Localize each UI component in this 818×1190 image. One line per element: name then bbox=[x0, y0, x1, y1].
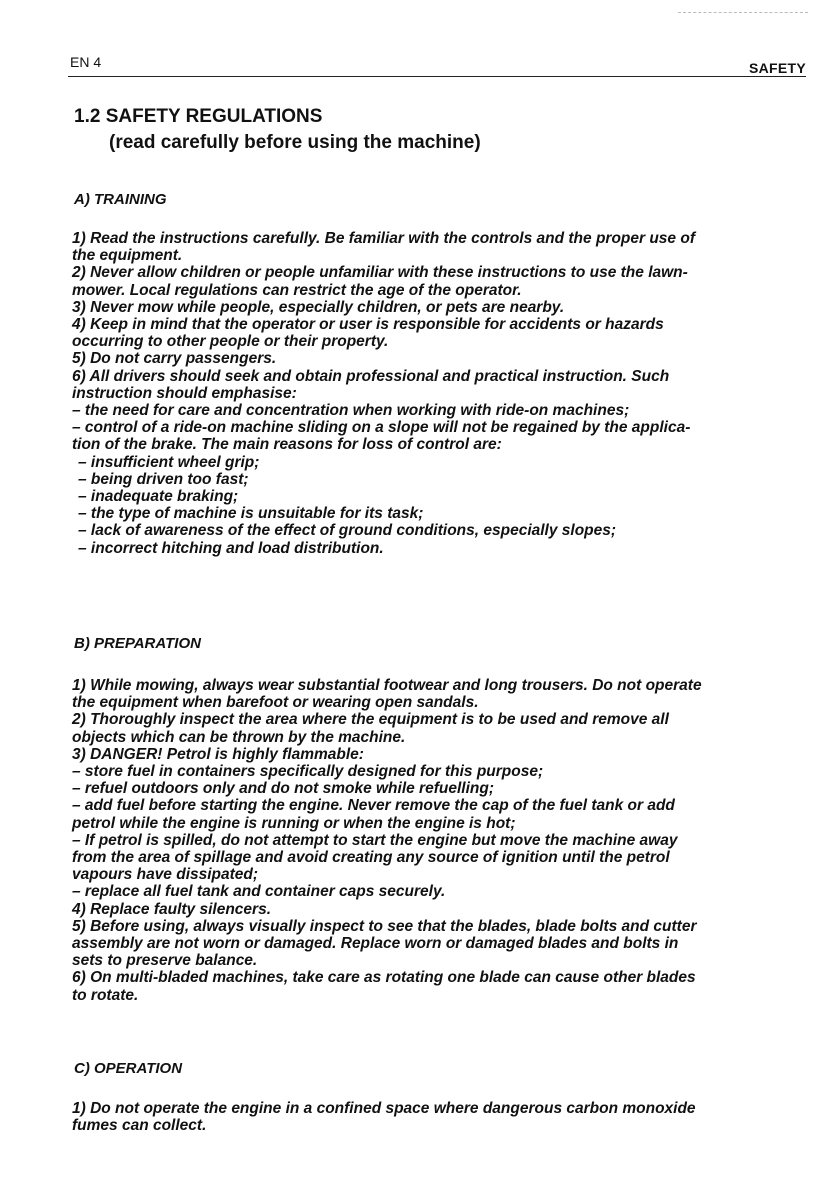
text-line: petrol while the engine is running or when the engine is hot; bbox=[72, 814, 516, 832]
text-line: to rotate. bbox=[72, 986, 139, 1004]
text-line: objects which can be thrown by the machine. bbox=[72, 728, 406, 746]
page-subtitle: (read carefully before using the machine) bbox=[109, 132, 481, 153]
text-line: 5) Do not carry passengers. bbox=[72, 350, 277, 368]
text-line: – control of a ride-on machine sliding on a slope will not be regained by the applica- bbox=[72, 419, 691, 437]
text-line: 2) Thoroughly inspect the area where the equipment is to be used and remove all bbox=[72, 711, 669, 729]
text-line: 6) All drivers should seek and obtain professional and practical instruction. Such bbox=[72, 367, 670, 385]
section-heading-training: A) TRAINING bbox=[74, 191, 167, 208]
text-line: – store fuel in containers specifically designed for this purpose; bbox=[72, 763, 544, 781]
text-line: – lack of awareness of the effect of ground conditions, especially slopes; bbox=[78, 522, 617, 540]
section-heading-preparation: B) PREPARATION bbox=[74, 635, 201, 652]
text-line: instruction should emphasise: bbox=[72, 384, 297, 402]
text-line: assembly are not worn or damaged. Replace worn or damaged blades and bolts in bbox=[72, 935, 679, 953]
text-line: 3) Never mow while people, especially children, or pets are nearby. bbox=[72, 298, 565, 316]
section-label: SAFETY bbox=[748, 60, 806, 76]
page-title: 1.2 SAFETY REGULATIONS bbox=[74, 106, 323, 127]
section-heading-operation: C) OPERATION bbox=[74, 1060, 183, 1077]
section-body-training bbox=[72, 230, 810, 557]
text-line: 4) Replace faulty silencers. bbox=[72, 900, 272, 918]
text-line: 1) While mowing, always wear substantial footwear and long trousers. Do not operate bbox=[72, 677, 702, 694]
text-line: – If petrol is spilled, do not attempt to start the engine but move the machine away bbox=[72, 831, 678, 849]
text-line: 4) Keep in mind that the operator or user is responsible for accidents or hazards bbox=[72, 316, 664, 334]
text-line: mower. Local regulations can restrict the age of the operator. bbox=[72, 281, 522, 299]
text-line: – being driven too fast; bbox=[78, 470, 249, 488]
text-line: – inadequate braking; bbox=[78, 488, 239, 506]
text-line: 6) On multi-bladed machines, take care as rotating one blade can cause other blades bbox=[72, 969, 696, 987]
text-line: tion of the brake. The main reasons for loss of control are: bbox=[72, 436, 502, 454]
text-line: the equipment. bbox=[72, 247, 183, 265]
text-line: – the need for care and concentration when working with ride-on machines; bbox=[72, 402, 630, 420]
text-line: sets to preserve balance. bbox=[72, 952, 258, 970]
section-body-preparation bbox=[72, 677, 810, 1004]
text-line: 2) Never allow children or people unfamiliar with these instructions to use the lawn- bbox=[72, 264, 688, 282]
text-line: – replace all fuel tank and container caps securely. bbox=[72, 883, 446, 901]
page-number: EN 4 bbox=[70, 54, 102, 70]
header-rule bbox=[68, 76, 806, 77]
scan-artifact bbox=[678, 12, 808, 13]
text-line: – the type of machine is unsuitable for its task; bbox=[78, 505, 424, 523]
text-line: occurring to other people or their property. bbox=[72, 333, 389, 351]
text-line: vapours have dissipated; bbox=[72, 866, 259, 884]
text-line: 1) Do not operate the engine in a confined space where dangerous carbon monoxide bbox=[72, 1100, 696, 1117]
text-line: fumes can collect. bbox=[72, 1117, 207, 1135]
text-line: 3) DANGER! Petrol is highly flammable: bbox=[72, 745, 364, 763]
text-line: 5) Before using, always visually inspect to see that the blades, blade bolts and cutter bbox=[72, 917, 697, 935]
text-line: from the area of spillage and avoid creating any source of ignition until the petrol bbox=[72, 849, 670, 867]
text-line: 1) Read the instructions carefully. Be familiar with the controls and the proper use of bbox=[72, 230, 695, 247]
text-line: – incorrect hitching and load distribution. bbox=[78, 539, 384, 557]
text-line: the equipment when barefoot or wearing open sandals. bbox=[72, 694, 479, 712]
text-line: – add fuel before starting the engine. Never remove the cap of the fuel tank or add bbox=[72, 797, 675, 815]
text-line: – refuel outdoors only and do not smoke while refuelling; bbox=[72, 780, 494, 798]
section-body-operation bbox=[72, 1100, 810, 1134]
text-line: – insufficient wheel grip; bbox=[78, 453, 260, 471]
